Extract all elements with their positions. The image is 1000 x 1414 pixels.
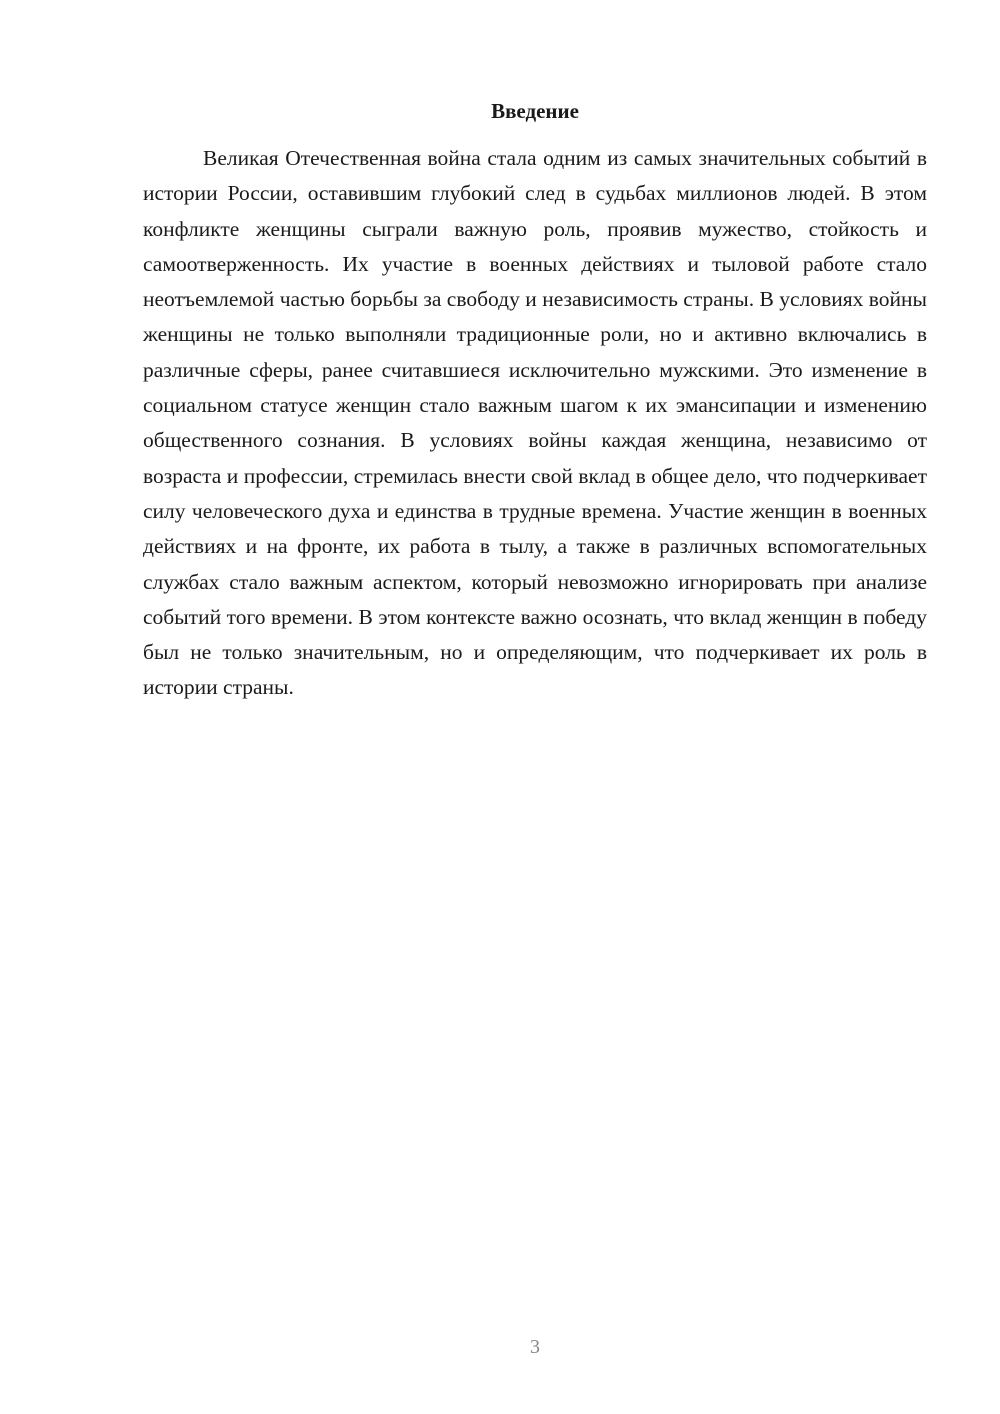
page-number: 3 [530,1336,540,1358]
body-paragraph: Великая Отечественная война стала одним из самых значительных событий в истории России, оставившим глубокий след в судьбах миллионов людей. В этом конфликте женщины сыграли важную роль, проявив мужество, стойкость и самоотверженность. Их участие в военных действиях и тыловой работе стало неотъемлемой частью борьбы за свободу и независимость страны. В условиях войны женщины не только выполняли традиционные роли, но и активно включались в различные сферы, ранее считавшиеся исключительно мужскими. Это изменение в социальном статусе женщин стало важным шагом к их эмансипации и изменению общественного сознания. В условиях войны каждая женщина, независимо от возраста и профессии, стремилась внести свой вклад в общее дело, что подчеркивает силу человеческого духа и единства в трудные времена. Участие женщин в военных действиях и на фронте, их работа в тылу, а также в различных вспомогательных службах стало важным аспектом, который невозможно игнорировать при анализе событий того времени. В этом контексте важно осознать, что вклад женщин в победу был не только значительным, но и определяющим, что подчеркивает их роль в истории страны. [143,146,927,700]
section-heading: Введение [491,99,579,123]
